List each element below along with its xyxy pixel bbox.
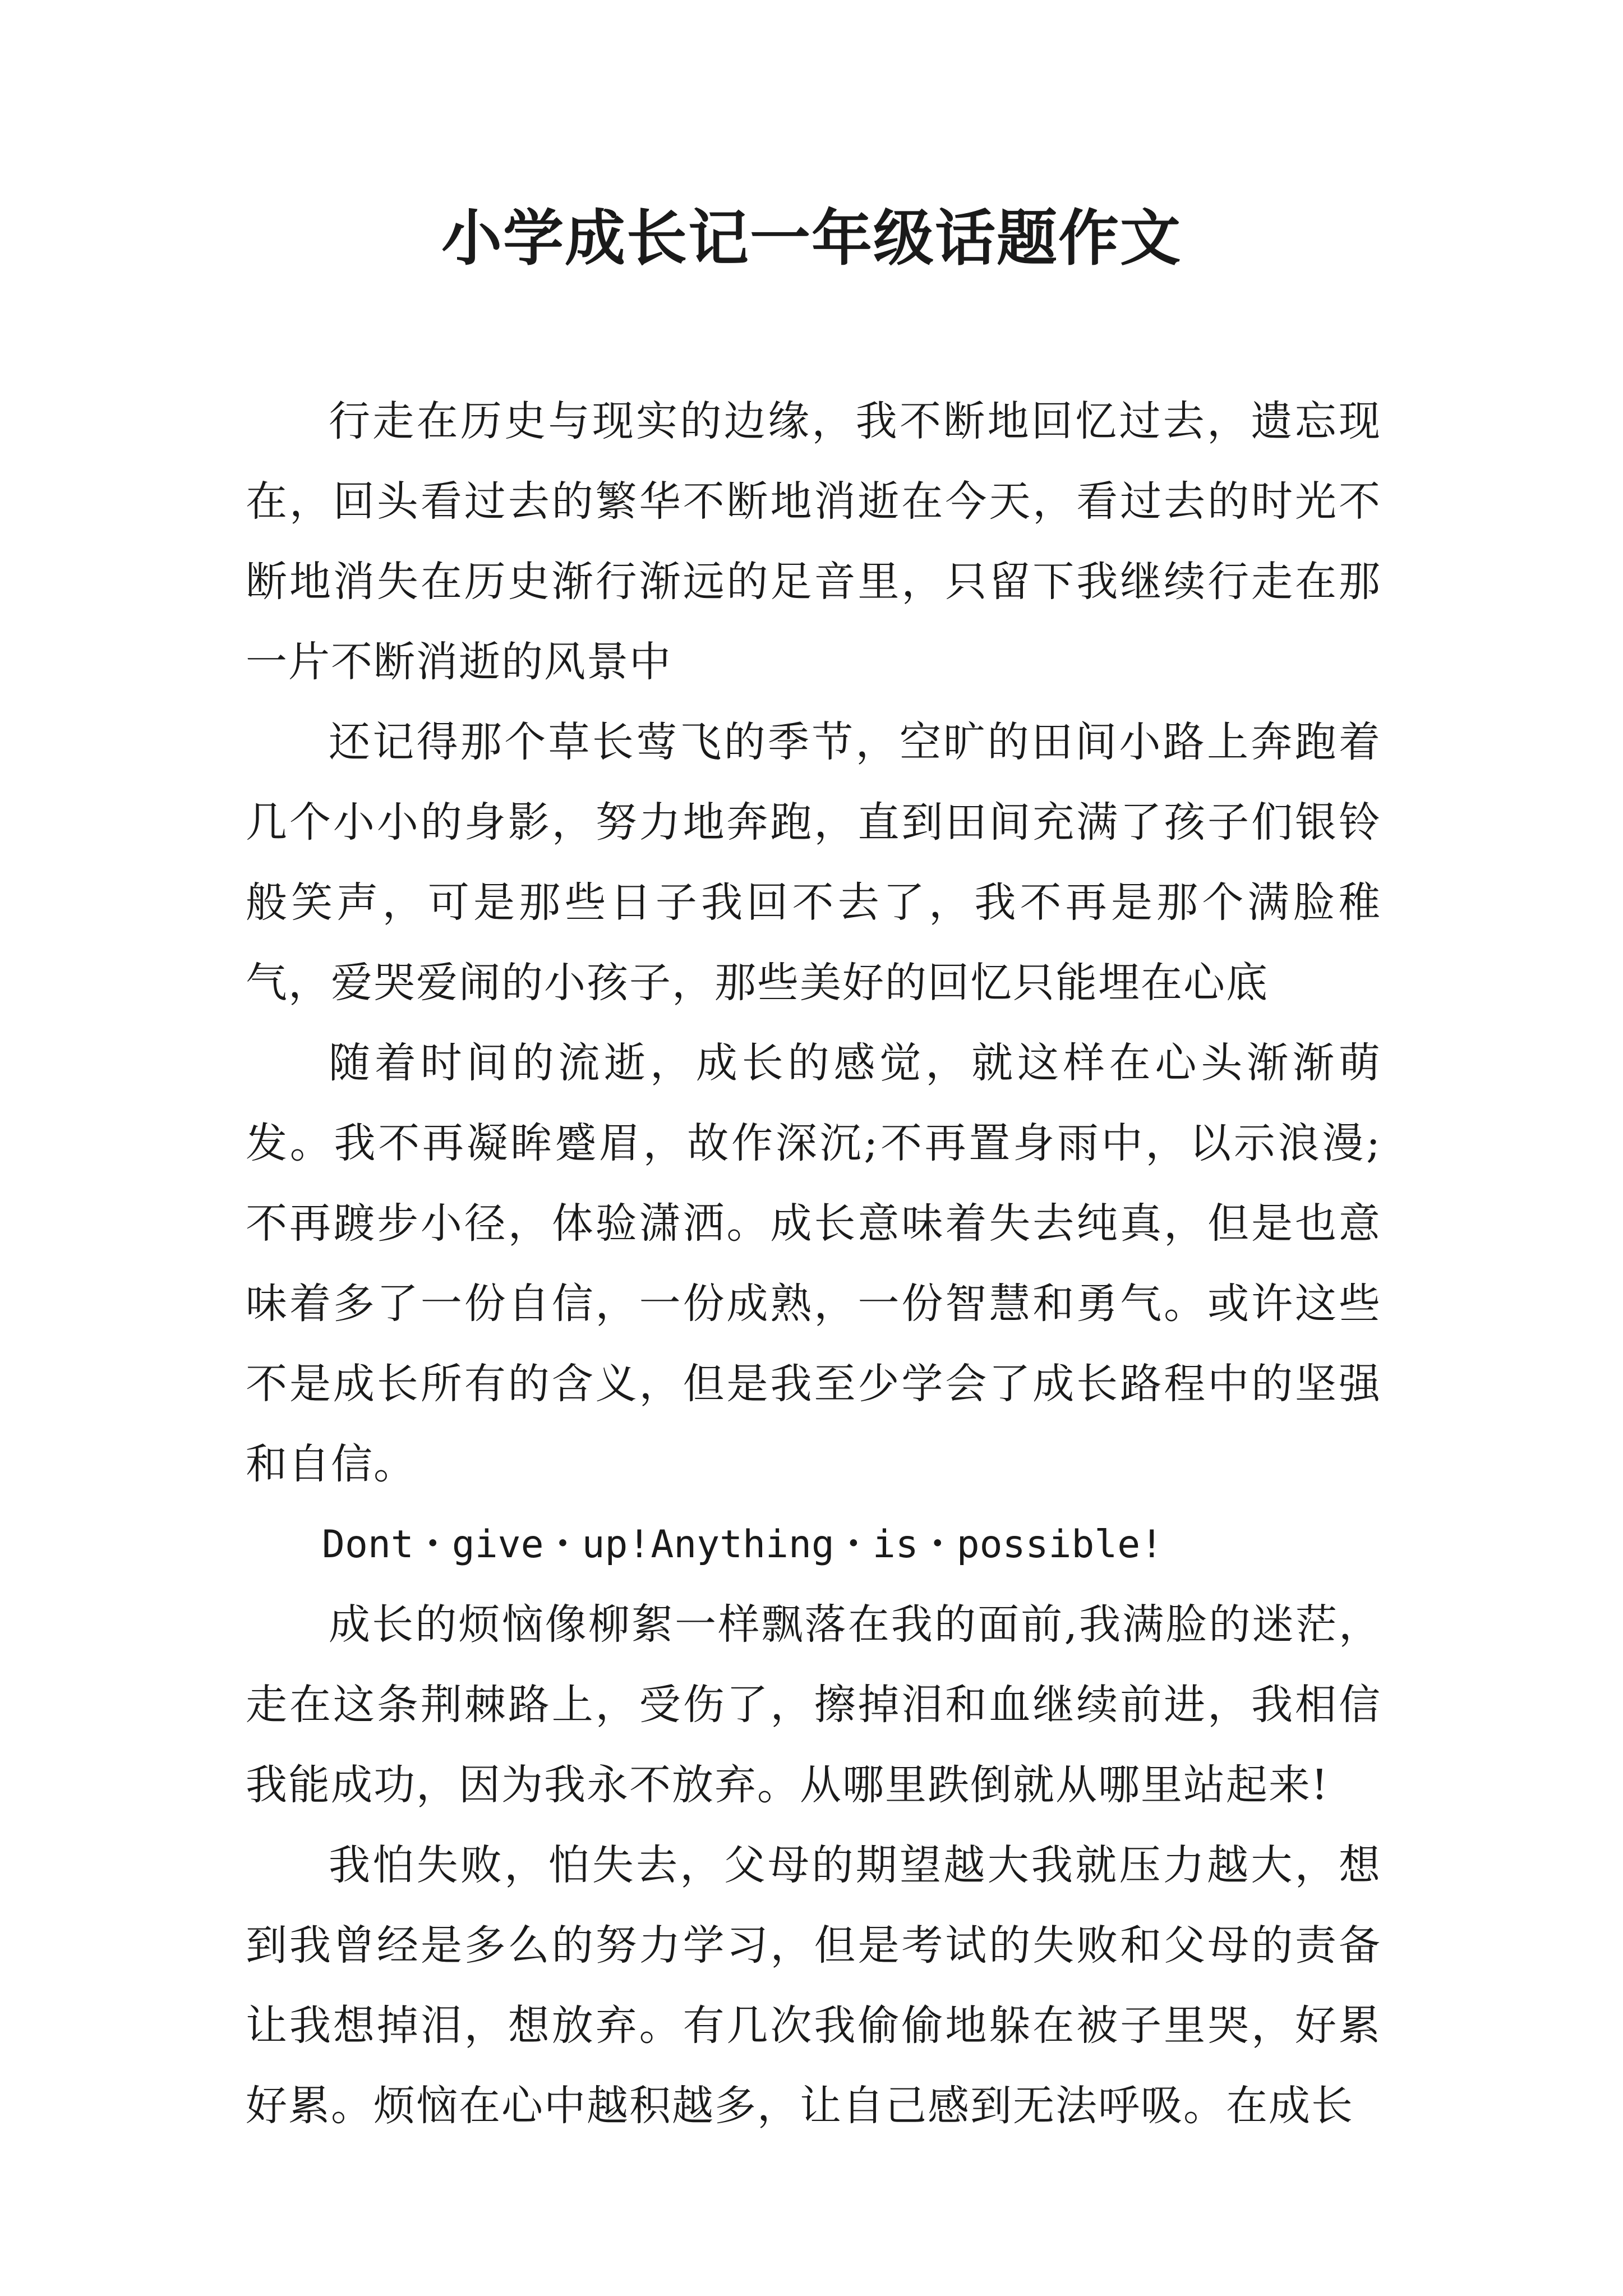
document-body: [246, 381, 1381, 2146]
paragraph-2: 还记得那个草长莺飞的季节，空旷的田间小路上奔跑着几个小小的身影，努力地奔跑，直到田间充满了孩子们银铃般笑声，可是那些日子我回不去了，我不再是那个满脸稚气，爱哭爱闹的小孩子，那些美好的回忆只能埋在心底: [246, 718, 1381, 1007]
paragraph-6: 我怕失败，怕失去，父母的期望越大我就压力越大，想到我曾经是多么的努力学习，但是考试的失败和父母的责备让我想掉泪，想放弃。有几次我偷偷地躲在被子里哭，好累好累。烦恼在心中越积越多，让自己感到无法呼吸。在成长: [246, 1841, 1381, 2130]
paragraph-3: 随着时间的流逝，成长的感觉，就这样在心头渐渐萌发。我不再凝眸蹙眉，故作深沉;不再置身雨中，以示浪漫;不再踱步小径，体验潇洒。成长意味着失去纯真，但是也意味着多了一份自信，一份成熟，一份智慧和勇气。或许这些不是成长所有的含义，但是我至少学会了成长路程中的坚强和自信。: [246, 1039, 1381, 1488]
paragraph-5: 成长的烦恼像柳絮一样飘落在我的面前,我满脸的迷茫，走在这条荆棘路上，受伤了，擦掉泪和血继续前进，我相信我能成功，因为我永不放弃。从哪里跌倒就从哪里站起来!: [246, 1600, 1381, 1809]
paragraph-4-english-motto: Dont・give・up!Anything・is・possible!: [322, 1522, 1164, 1567]
paragraph-1: 行走在历史与现实的边缘，我不断地回忆过去，遗忘现在，回头看过去的繁华不断地消逝在今天，看过去的时光不断地消失在历史渐行渐远的足音里，只留下我继续行走在那一片不断消逝的风景中: [246, 397, 1381, 686]
document-title: 小学成长记一年级话题作文: [441, 203, 1182, 274]
